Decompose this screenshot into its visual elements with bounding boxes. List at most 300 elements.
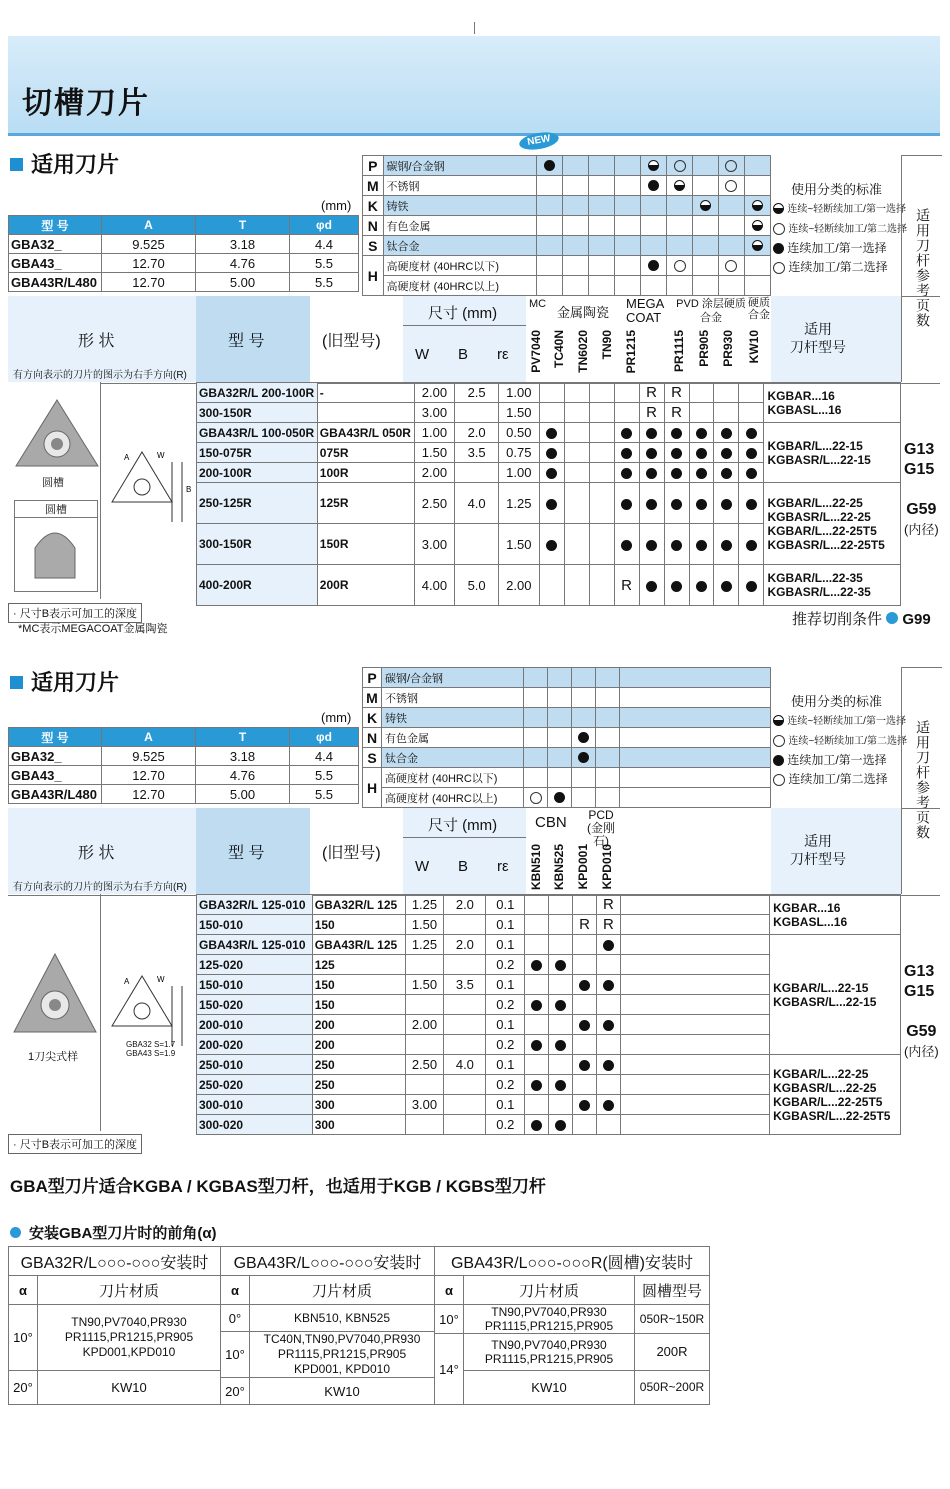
holder-name: KGBASR/L...22-25 (767, 509, 871, 524)
insert-table-1 (196, 382, 901, 606)
model-cell: 300-150R (197, 403, 318, 423)
dim-header: 型 号 (9, 728, 102, 747)
ref-pages-2b: G59 (内径) (904, 1023, 939, 1059)
head-holder: 适用 刀杆型号 (790, 833, 846, 867)
dim-cell: 12.70 (102, 766, 196, 785)
dot-icon (671, 581, 682, 592)
material-name: 高硬度材 (40HRC以下) (382, 768, 524, 788)
grade-cell (714, 403, 739, 423)
dot-icon (648, 180, 659, 191)
dim-cell: GBA43R/L480 (9, 785, 102, 804)
grade-cell (549, 915, 573, 935)
grade-cell (525, 1115, 549, 1135)
model-cell: 150-020 (197, 995, 313, 1015)
alpha-header: α (221, 1276, 250, 1305)
grade-cell: R (664, 383, 689, 403)
dot-icon (648, 260, 659, 271)
dim-cell: 5.00 (196, 273, 290, 292)
dot-icon (603, 1100, 614, 1111)
svg-text:A: A (124, 453, 130, 462)
group-pvd: PVD 涂层硬质合金 (676, 298, 746, 324)
alpha-header: α (9, 1276, 38, 1305)
shape-label: 圆槽 (42, 477, 64, 489)
dot-icon (621, 428, 632, 439)
w-cell: 2.50 (405, 1055, 444, 1075)
grade-cell: R (639, 383, 664, 403)
holder-name: KGBASL...16 (773, 914, 848, 929)
dot-icon (544, 160, 555, 171)
empty-cell (620, 895, 769, 915)
dot-icon (671, 499, 682, 510)
dot-icon (621, 448, 632, 459)
open-dot-icon (725, 260, 737, 272)
empty-cell (620, 1095, 769, 1115)
table-row (197, 1055, 901, 1075)
section2-title: 适用刀片 (10, 666, 119, 697)
legend-item: 连续~轻断续加工/第二选择 (773, 219, 907, 239)
grade-cell (689, 443, 714, 463)
grade-header: KPD001 (576, 844, 590, 890)
grade-header: PV7040 (529, 330, 543, 373)
dot-icon (646, 468, 657, 479)
grade-cell (714, 565, 739, 606)
w-cell: 3.00 (414, 403, 455, 423)
alpha-cell: 10° (9, 1305, 38, 1371)
svg-text:W: W (157, 451, 165, 460)
material-letter-h: H (363, 256, 384, 296)
grade-cell (596, 955, 620, 975)
grade-cell (549, 955, 573, 975)
empty-cell (620, 1115, 769, 1135)
open-dot-icon (773, 735, 785, 747)
group-mc: MC (529, 298, 547, 310)
dim-cell: 3.18 (196, 747, 290, 766)
b-cell: 4.0 (444, 1055, 486, 1075)
re-cell: 0.2 (486, 955, 525, 975)
group-carbide: 硬质合金 (748, 297, 770, 321)
b-cell (444, 1115, 486, 1135)
holder-cell (764, 383, 901, 423)
angle-header: GBA32R/L○○○-○○○安装时 (9, 1247, 221, 1276)
dim-cell: 12.70 (102, 254, 196, 273)
dim-cell: 5.5 (290, 766, 359, 785)
dot-icon (696, 581, 707, 592)
angle-header: GBA43R/L○○○-○○○安装时 (221, 1247, 435, 1276)
re-cell: 1.00 (498, 463, 539, 483)
svg-text:W: W (157, 975, 165, 984)
material-name: 碳钢/合金钢 (383, 156, 537, 176)
dot-icon (578, 752, 589, 763)
holder-cell (764, 483, 901, 565)
dot-icon (671, 540, 682, 551)
dot-icon (603, 1020, 614, 1031)
empty-cell (620, 1075, 769, 1095)
dimension-drawing (102, 956, 196, 1076)
old-model-cell: 300 (312, 1115, 405, 1135)
old-model-cell: 125R (317, 483, 414, 524)
grade-cell (564, 483, 589, 524)
holder-name: KGBAR/L...22-25T5 (767, 523, 877, 538)
w-cell (405, 1075, 444, 1095)
head-model: 型 号 (228, 333, 265, 350)
material-cell: TN90,PV7040,PR930 PR1115,PR1215,PR905 (464, 1305, 635, 1334)
model-cell: 300-010 (197, 1095, 313, 1115)
alpha-cell: 10° (221, 1332, 250, 1378)
grade-cell (596, 1115, 620, 1135)
grade-header: TC40N (552, 330, 566, 369)
dot-icon (746, 428, 757, 439)
grade-cell (573, 1115, 597, 1135)
grade-cell (689, 463, 714, 483)
grade-cell (689, 483, 714, 524)
grade-cell (573, 975, 597, 995)
table-row (197, 383, 901, 403)
grade-cell (614, 443, 639, 463)
grade-cell (589, 423, 614, 443)
grade-cell (596, 1035, 620, 1055)
dot-icon (721, 448, 732, 459)
old-model-cell: 200R (317, 565, 414, 606)
grade-cell (564, 423, 589, 443)
model-cell: GBA32R/L 125-010 (197, 895, 313, 915)
model-cell: GBA43R/L 100-050R (197, 423, 318, 443)
dot-icon (603, 1060, 614, 1071)
material-letter-h: H (363, 768, 382, 808)
shape-cell-2 (8, 894, 101, 1131)
grade-cell (596, 975, 620, 995)
old-model-cell: 100R (317, 463, 414, 483)
ref-pages-1b: G59 (内径) (904, 501, 939, 537)
re-cell: 0.1 (486, 1055, 525, 1075)
direction-note: 有方向表示的刀片的图示为右手方向(R) (13, 370, 187, 381)
material-letter: N (363, 216, 384, 236)
material-cell: KW10 (38, 1370, 221, 1405)
grade-cell (739, 524, 764, 565)
grade-cell: R (639, 403, 664, 423)
material-name: 高硬度材 (40HRC以上) (382, 788, 524, 808)
compatibility-statement: GBA型刀片适合KGBA / KGBAS型刀杆，也适用于KGB / KGBS型刀杆 (10, 1177, 546, 1196)
grade-cell (525, 1035, 549, 1055)
head-b: B (458, 858, 469, 875)
dim-cell: 5.00 (196, 785, 290, 804)
grade-cell (664, 443, 689, 463)
grade-cell (525, 935, 549, 955)
grade-cell (549, 995, 573, 1015)
dot-icon (773, 755, 784, 766)
dot-icon (721, 499, 732, 510)
grade-header: PR1115 (672, 330, 686, 373)
dot-icon (555, 960, 566, 971)
material-name: 高硬度材 (40HRC以下) (383, 256, 537, 276)
shape-cell (8, 382, 101, 599)
grade-cell (564, 565, 589, 606)
b-cell (444, 955, 486, 975)
recommend-link[interactable]: 推荐切削条件 G99 (792, 611, 931, 628)
dimension-drawing (102, 422, 196, 552)
dot-icon (671, 448, 682, 459)
material-cell: KW10 (250, 1378, 435, 1405)
grade-cell: R (614, 565, 639, 606)
grade-cell (639, 423, 664, 443)
grade-cell (539, 443, 564, 463)
material-cell: TN90,PV7040,PR930 PR1115,PR1215,PR905 (464, 1334, 635, 1371)
arrow-circle-icon (886, 612, 898, 624)
grade-cell (525, 915, 549, 935)
material-name: 铸铁 (383, 196, 537, 216)
dot-icon (546, 428, 557, 439)
grade-cell (596, 1075, 620, 1095)
b-cell: 2.5 (455, 383, 499, 403)
empty-cell (620, 1035, 769, 1055)
dot-icon (773, 243, 784, 254)
ref-page-label: 适用刀杆参考页数 (915, 720, 931, 840)
legend-item: 连续~轻断续加工/第二选择 (773, 731, 907, 751)
empty-cell (620, 1015, 769, 1035)
bullet-icon (10, 1227, 21, 1238)
material-name: 有色金属 (382, 728, 524, 748)
material-header: 刀片材质 (250, 1276, 435, 1305)
b-cell (455, 403, 499, 423)
b-cell: 3.5 (444, 975, 486, 995)
model-cell: 150-010 (197, 975, 313, 995)
grade-cell (549, 1015, 573, 1035)
model-cell: 400-200R (197, 565, 318, 606)
grade-cell (714, 443, 739, 463)
head-old: (旧型号) (322, 845, 381, 862)
note-depth-1: · 尺寸B表示可加工的深度 (8, 603, 142, 623)
head-w: W (415, 346, 430, 363)
b-cell: 2.0 (455, 423, 499, 443)
dim-header: φd (290, 216, 359, 235)
grade-cell (549, 1035, 573, 1055)
model-cell: 250-020 (197, 1075, 313, 1095)
head-re: rε (497, 346, 509, 363)
model-cell: 250-010 (197, 1055, 313, 1075)
grade-cell (639, 463, 664, 483)
grade-cell (564, 383, 589, 403)
dot-icon (746, 468, 757, 479)
svg-text:A: A (124, 977, 130, 986)
w-cell: 4.00 (414, 565, 455, 606)
open-dot-icon (674, 160, 686, 172)
grade-cell (664, 423, 689, 443)
grade-cell (573, 1075, 597, 1095)
dot-icon (746, 499, 757, 510)
alpha-header: α (435, 1276, 464, 1305)
w-cell (405, 1035, 444, 1055)
material-letter: N (363, 728, 382, 748)
re-cell: 0.1 (486, 935, 525, 955)
grade-cell (739, 383, 764, 403)
square-icon (10, 676, 23, 689)
material-name: 不锈钢 (383, 176, 537, 196)
holder-name: KGBASR/L...22-35 (767, 585, 871, 599)
table-row (197, 423, 901, 443)
holder-name: KGBAR/L...22-25T5 (773, 1094, 883, 1109)
shape-label: 1刀尖式样 (28, 1051, 79, 1063)
legend-1 (773, 180, 907, 277)
old-model-cell: GBA32R/L 125 (312, 895, 405, 915)
re-cell: 1.00 (498, 383, 539, 403)
w-cell: 2.50 (414, 483, 455, 524)
dot-icon (671, 428, 682, 439)
empty-cell (620, 995, 769, 1015)
w-cell: 1.50 (414, 443, 455, 463)
head-model: 型 号 (228, 845, 265, 862)
re-cell: 0.2 (486, 1035, 525, 1055)
grade-cell (689, 565, 714, 606)
grade-cell: R (573, 915, 597, 935)
material-name: 有色金属 (383, 216, 537, 236)
material-table-1 (362, 155, 771, 296)
group-pcd: PCD (金刚石) (587, 808, 615, 848)
model-cell: GBA43R/L 125-010 (197, 935, 313, 955)
old-model-cell: 150R (317, 524, 414, 565)
dot-icon (696, 499, 707, 510)
old-model-cell: 075R (317, 443, 414, 463)
grade-cell (714, 483, 739, 524)
new-badge: NEW (518, 130, 560, 153)
dot-icon (579, 1100, 590, 1111)
empty-cell (620, 975, 769, 995)
grade-cell (596, 935, 620, 955)
section1-title: 适用刀片 (10, 148, 119, 179)
grade-cell (689, 423, 714, 443)
grade-cell (596, 995, 620, 1015)
model-cell: 200-010 (197, 1015, 313, 1035)
half-dot-icon (648, 160, 659, 171)
grade-cell (549, 895, 573, 915)
dim-header: A (102, 216, 196, 235)
grade-cell (525, 1075, 549, 1095)
dot-icon (646, 581, 657, 592)
group-cbn: CBN (535, 814, 567, 831)
old-model-cell: GBA43R/L 050R (317, 423, 414, 443)
grade-cell (539, 463, 564, 483)
model-cell: 200-100R (197, 463, 318, 483)
old-model-cell: GBA43R/L 125 (312, 935, 405, 955)
legend-2 (773, 692, 907, 789)
grade-cell (549, 1095, 573, 1115)
grade-cell (639, 565, 664, 606)
legend-item: 连续加工/第一选择 (773, 751, 907, 770)
grade-header: PR905 (697, 330, 711, 367)
dot-icon (555, 1120, 566, 1131)
re-cell: 0.1 (486, 1095, 525, 1115)
model-cell: 200-020 (197, 1035, 313, 1055)
head-shape: 形 状 (78, 845, 115, 862)
material-letter: K (363, 708, 382, 728)
grade-cell (564, 524, 589, 565)
b-cell (444, 1095, 486, 1115)
material-header: 刀片材质 (38, 1276, 221, 1305)
re-cell: 1.50 (498, 403, 539, 423)
w-cell (405, 995, 444, 1015)
insert-image (12, 396, 102, 486)
half-dot-icon (674, 180, 685, 191)
grade-cell (573, 1015, 597, 1035)
grade-cell (539, 483, 564, 524)
half-dot-icon (752, 240, 763, 251)
alpha-cell: 10° (435, 1305, 464, 1334)
material-letter: K (363, 196, 384, 216)
grade-header: TN6020 (576, 330, 590, 373)
grade-cell (596, 1095, 620, 1115)
material-name: 钛合金 (383, 236, 537, 256)
grade-cell (739, 463, 764, 483)
b-cell (455, 463, 499, 483)
page-title: 切槽刀片 (22, 87, 150, 120)
dim-header: T (196, 728, 290, 747)
grade-header: KBN525 (552, 844, 566, 891)
material-letter: P (363, 156, 384, 176)
grade-cell (614, 463, 639, 483)
dot-icon (621, 540, 632, 551)
groove-cell: 050R~200R (635, 1370, 710, 1405)
holder-cell (764, 565, 901, 606)
shape-label: 圆槽 (15, 501, 97, 518)
dot-icon (531, 1080, 542, 1091)
b-cell: 5.0 (455, 565, 499, 606)
dim-cell: 5.5 (290, 785, 359, 804)
grade-cell (596, 1055, 620, 1075)
open-dot-icon (725, 180, 737, 192)
dot-icon (554, 792, 565, 803)
holder-name: KGBASR/L...22-15 (773, 994, 877, 1009)
holder-name: KGBASR/L...22-25 (773, 1080, 877, 1095)
grade-cell (564, 403, 589, 423)
material-cell: KW10 (464, 1370, 635, 1405)
grade-cell (689, 383, 714, 403)
holder-name: KGBAR/L...22-25 (773, 1066, 869, 1081)
grade-cell (539, 383, 564, 403)
half-dot-icon (700, 200, 711, 211)
grade-cell: R (596, 915, 620, 935)
b-cell (444, 995, 486, 1015)
old-model-cell: 125 (312, 955, 405, 975)
dimension-table-2 (8, 727, 359, 804)
dimension-table-1 (8, 215, 359, 292)
dot-icon (531, 960, 542, 971)
dim-cell: 9.525 (102, 747, 196, 766)
legend-item: 连续加工/第二选择 (773, 258, 907, 277)
dot-icon (579, 1060, 590, 1071)
old-model-cell: - (317, 383, 414, 403)
w-cell (405, 1115, 444, 1135)
head-size: 尺寸 (mm) (428, 305, 498, 322)
dot-icon (546, 499, 557, 510)
dot-icon (696, 428, 707, 439)
empty-cell (620, 955, 769, 975)
grade-cell (525, 1095, 549, 1115)
table-row (197, 895, 901, 915)
head-shape: 形 状 (78, 333, 115, 350)
grade-cell (639, 483, 664, 524)
re-cell: 0.2 (486, 1075, 525, 1095)
w-cell: 1.00 (414, 423, 455, 443)
holder-name: KGBAR...16 (773, 900, 841, 915)
dot-icon (671, 468, 682, 479)
grade-cell (589, 443, 614, 463)
material-header: 刀片材质 (464, 1276, 635, 1305)
model-cell: 250-125R (197, 483, 318, 524)
grade-cell (564, 463, 589, 483)
dot-icon (746, 540, 757, 551)
re-cell: 0.2 (486, 995, 525, 1015)
holder-name: KGBASR/L...22-15 (767, 452, 871, 467)
dot-icon (603, 980, 614, 991)
holder-cell (764, 423, 901, 483)
